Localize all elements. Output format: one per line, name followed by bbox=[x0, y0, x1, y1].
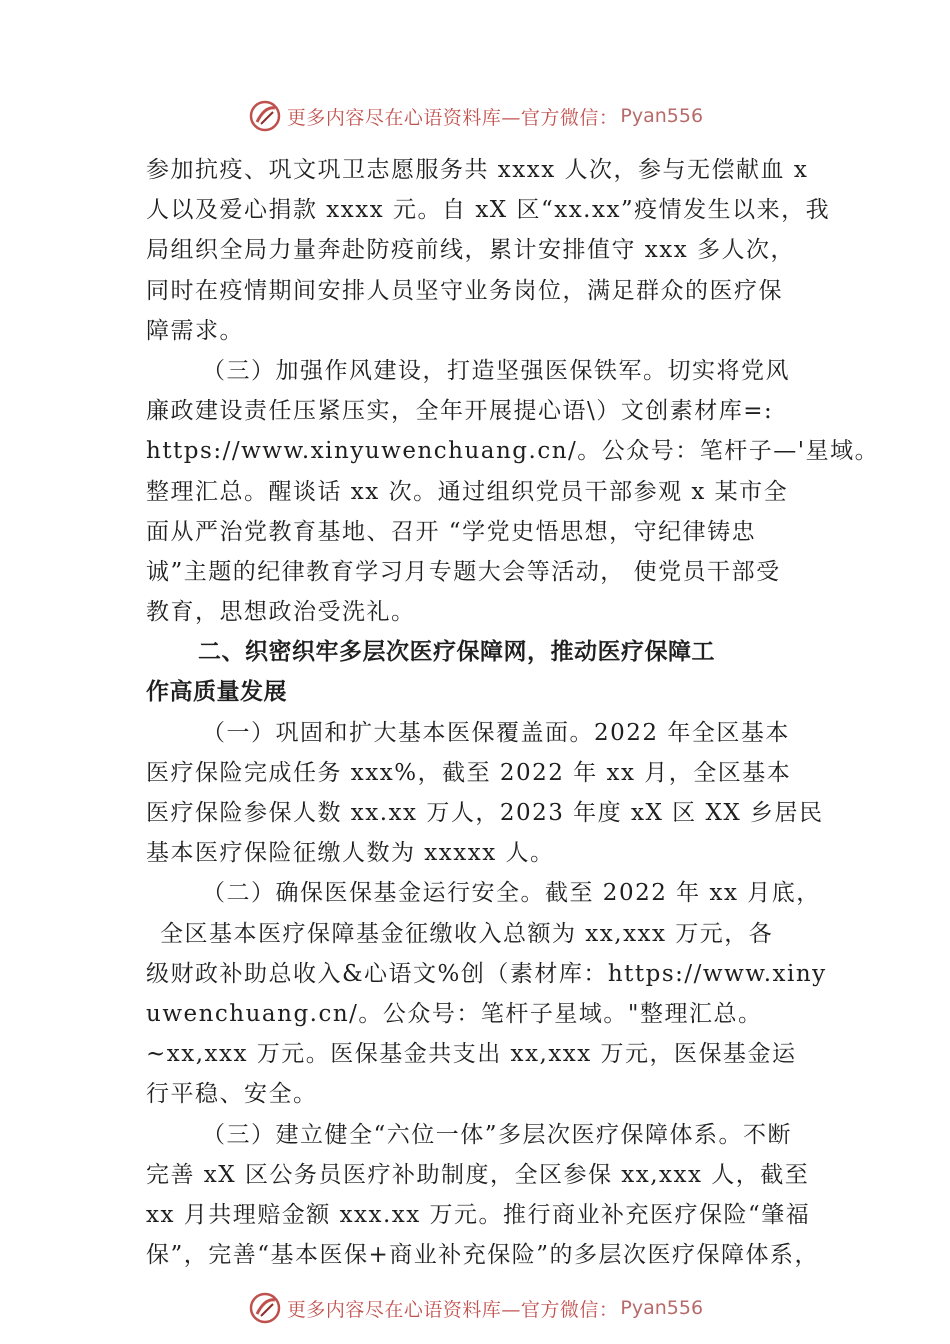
section-heading-cont: 作高质量发展 bbox=[146, 679, 287, 706]
text-line: 基本医疗保险征缴人数为 xxxxx 人。 bbox=[146, 840, 555, 867]
section-heading: 二、织密织牢多层次医疗保障网，推动医疗保障工 bbox=[198, 639, 715, 666]
text-line: 全区基本医疗保障基金征缴收入总额为 xx,xxx 万元，各 bbox=[160, 920, 774, 947]
text-line: ~xx,xxx 万元。医保基金共支出 xx,xxx 万元，医保基金运 bbox=[146, 1041, 797, 1068]
text-line: 级财政补助总收入&心语文%创（素材库：https://www.xiny bbox=[146, 960, 827, 987]
brand-logo-icon bbox=[247, 98, 283, 134]
text-line: 面从严治党教育基地、召开 “学党史悟思想，守纪律铸忠 bbox=[146, 518, 757, 545]
text-line: uwenchuang.cn/。公众号：笔杆子星域。"整理汇总。 bbox=[146, 1000, 763, 1027]
text-line: 保”，完善“基本医保+商业补充保险”的多层次医疗保障体系， bbox=[146, 1242, 820, 1269]
text-line: 诚”主题的纪律教育学习月专题大会等活动， 使党员干部受 bbox=[146, 558, 781, 585]
text-line: 人以及爱心捐款 xxxx 元。自 xX 区“xx.xx”疫情发生以来，我 bbox=[146, 197, 831, 224]
text-line: 医疗保险参保人数 xx.xx 万人，2023 年度 xX 区 XX 乡居民 bbox=[146, 800, 824, 826]
paragraph-start: （三）加强作风建设，打造坚强医保铁军。切实将党风 bbox=[202, 357, 790, 384]
paragraph-start: （一）巩固和扩大基本医保覆盖面。2022 年全区基本 bbox=[202, 719, 790, 746]
brand-logo-icon bbox=[247, 1290, 283, 1326]
document-body bbox=[146, 150, 880, 1275]
text-line: 行平稳、安全。 bbox=[146, 1081, 318, 1108]
banner-text: 更多内容尽在心语资料库—官方微信： bbox=[286, 106, 619, 129]
footer-watermark-banner bbox=[0, 1288, 950, 1328]
text-line: 医疗保险完成任务 xxx%，截至 2022 年 xx 月，全区基本 bbox=[146, 759, 792, 786]
text-line: 同时在疫情期间安排人员坚守业务岗位，满足群众的医疗保 bbox=[146, 277, 783, 304]
text-line: 参加抗疫、巩文巩卫志愿服务共 xxxx 人次，参与无偿献血 x bbox=[146, 157, 809, 183]
text-line: xx 月共理赔金额 xxx.xx 万元。推行商业补充医疗保险“肇福 bbox=[146, 1201, 811, 1228]
header-watermark-banner bbox=[0, 96, 950, 136]
text-line: 整理汇总。醒谈话 xx 次。通过组织党员干部参观 x 某市全 bbox=[146, 478, 789, 505]
paragraph-start: （三）建立健全“六位一体”多层次医疗保障体系。不断 bbox=[202, 1121, 793, 1148]
text-line: 局组织全局力量奔赴防疫前线，累计安排值守 xxx 多人次， bbox=[146, 237, 796, 264]
text-line: https://www.xinyuwenchuang.cn/。公众号：笔杆子—'星域。 bbox=[146, 438, 880, 465]
paragraph-start: （二）确保医保基金运行安全。截至 2022 年 xx 月底， bbox=[202, 880, 821, 907]
text-line: 完善 xX 区公务员医疗补助制度，全区参保 xx,xxx 人，截至 bbox=[146, 1161, 810, 1188]
banner-wechat-id: Pyan556 bbox=[620, 1297, 704, 1319]
banner-text: 更多内容尽在心语资料库—官方微信： bbox=[286, 1298, 619, 1321]
banner-wechat-id: Pyan556 bbox=[620, 105, 704, 127]
text-line: 教育，思想政治受洗礼。 bbox=[146, 599, 416, 626]
text-line: 廉政建设责任压紧压实，全年开展提心语\）文创素材库=: bbox=[146, 398, 774, 425]
text-line: 障需求。 bbox=[146, 317, 244, 344]
